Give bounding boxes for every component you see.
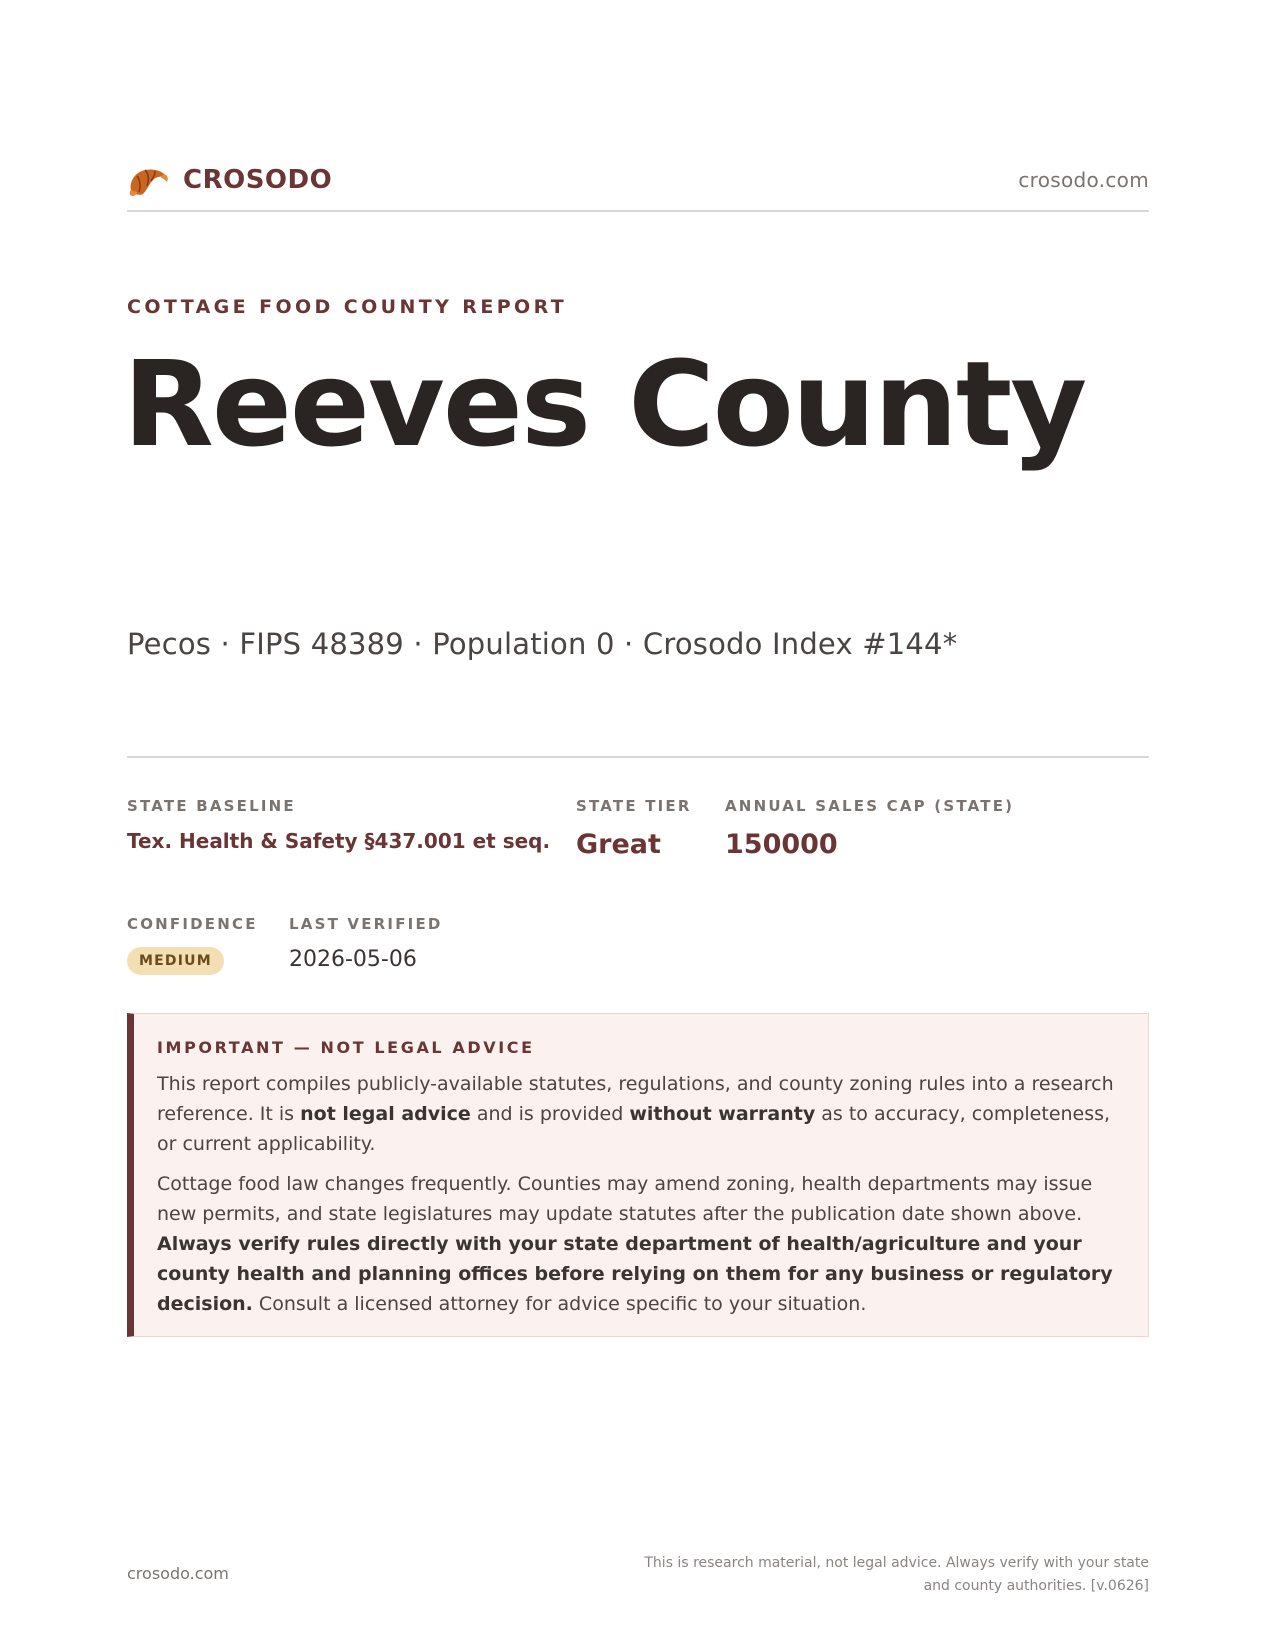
- brand: [127, 160, 332, 200]
- notice-text: and is provided: [470, 1103, 630, 1125]
- fact-label: STATE TIER: [576, 797, 692, 815]
- notice-text: This report compiles publicly-available statutes, regulations, and county zoning rules into a research reference. It is: [157, 1073, 1114, 1125]
- footer-disclaimer-line: and county authorities. [v.0626]: [923, 1578, 1149, 1594]
- fact-label: CONFIDENCE: [127, 915, 258, 933]
- fact-confidence: [127, 915, 258, 975]
- header-divider: [127, 210, 1149, 212]
- fact-state-baseline: [127, 797, 550, 853]
- fact-value: 150000: [725, 829, 838, 860]
- notice-emphasis: not legal advice: [300, 1103, 471, 1125]
- footer-disclaimer: [629, 1552, 1149, 1598]
- notice-paragraph: [157, 1069, 1127, 1159]
- county-summary-line: Pecos · FIPS 48389 · Population 0 · Crosodo Index #144*: [127, 627, 958, 661]
- fact-value: 2026-05-06: [289, 947, 417, 972]
- page-header: [127, 158, 1149, 204]
- notice-emphasis: Always verify rules directly with your state department of health/agriculture and your county health and planning offices before relying on them for any business or regulatory decision.: [157, 1233, 1113, 1315]
- fact-label: LAST VERIFIED: [289, 915, 443, 933]
- report-page: [123, 0, 1149, 1650]
- notice-emphasis: without warranty: [629, 1103, 816, 1125]
- notice-text: as to accuracy, completeness, or current applicability.: [157, 1103, 1111, 1155]
- confidence-badge: MEDIUM: [127, 947, 224, 975]
- legal-notice: [127, 1013, 1149, 1337]
- page-title: Reeves County: [123, 335, 1086, 473]
- fact-state-tier: [576, 797, 692, 860]
- notice-paragraph: [157, 1169, 1127, 1319]
- section-divider: [127, 756, 1149, 758]
- notice-text: Cottage food law changes frequently. Counties may amend zoning, health departments may issue new permits, and state legislatures may update statutes after the publication date shown above.: [157, 1173, 1093, 1225]
- fact-value: Tex. Health & Safety §437.001 et seq.: [127, 829, 551, 853]
- fact-last-verified: [289, 915, 443, 972]
- fact-annual-sales-cap: [725, 797, 1014, 860]
- footer-site-link[interactable]: crosodo.com: [127, 1564, 229, 1583]
- report-eyebrow: COTTAGE FOOD COUNTY REPORT: [127, 296, 568, 318]
- fact-label: STATE BASELINE: [127, 797, 296, 815]
- croissant-icon: [127, 160, 169, 200]
- notice-title: IMPORTANT — NOT LEGAL ADVICE: [157, 1038, 535, 1057]
- footer-disclaimer-line: This is research material, not legal advice. Always verify with your state: [644, 1555, 1149, 1571]
- brand-name: CROSODO: [183, 165, 333, 195]
- header-site-link[interactable]: crosodo.com: [1018, 168, 1149, 192]
- notice-text: Consult a licensed attorney for advice specific to your situation.: [252, 1293, 867, 1315]
- fact-label: ANNUAL SALES CAP (STATE): [725, 797, 1015, 815]
- fact-value: Great: [576, 829, 661, 860]
